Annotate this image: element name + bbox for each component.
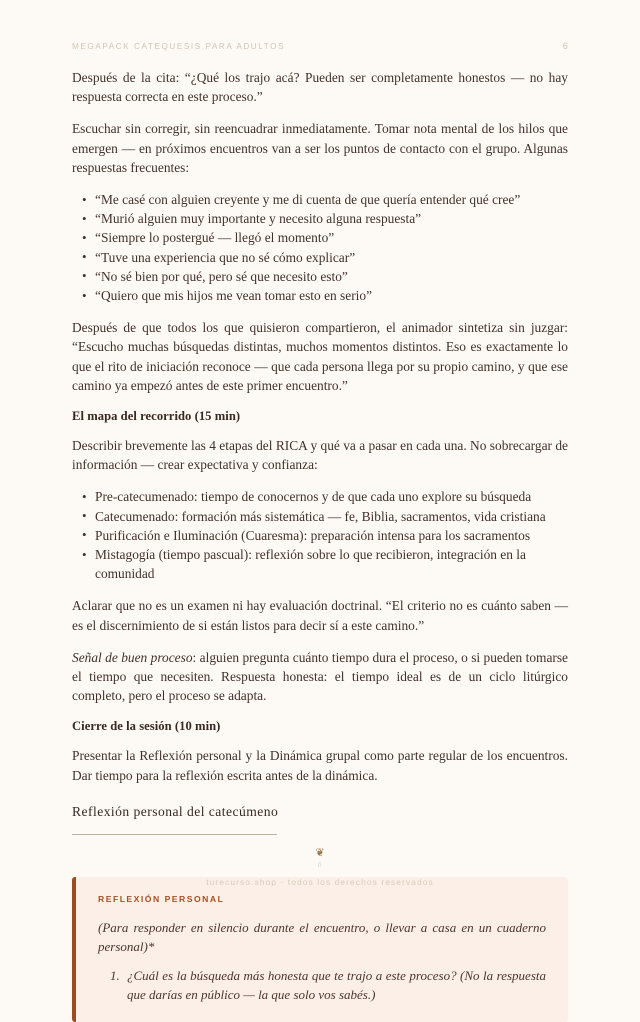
list-item: • Catecumenado: formación más sistemática — fe, Biblia, sacramentos, vida cristiana — [82, 507, 568, 526]
paragraph-senal-de-buen-proceso — [72, 648, 568, 706]
list-item: • Pre-catecumenado: tiempo de conocernos y de que cada uno explore su búsqueda — [82, 487, 568, 506]
callout-intro-text: (Para responder en silencio durante el encuentro, o llevar a casa en un cuaderno personal)* — [98, 919, 546, 954]
list-item: • “Tuve una experiencia que no sé cómo explicar” — [82, 248, 568, 267]
list-respuestas-frecuentes — [72, 190, 568, 305]
footer-credit-text: turecurso.shop · todos los derechos reservados — [206, 877, 434, 887]
running-header — [72, 0, 568, 59]
list-item: • “Me casé con alguien creyente y me di cuenta de que quería entender qué cree” — [82, 190, 568, 209]
list-item: • “Murió alguien muy importante y necesito alguna respuesta” — [82, 209, 568, 228]
paragraph-describir-etapas: Describir brevemente las 4 etapas del RICA y qué va a pasar en cada una. No sobrecargar de información — crear expectativa y confianza: — [72, 438, 568, 473]
callout-reflexion-personal — [72, 877, 568, 1022]
paragraph-cita: Después de la cita: “¿Qué los trajo acá? Pueden ser completamente honestos — no hay respuesta correcta en este proceso.” — [72, 70, 568, 105]
writing-line-rule — [72, 834, 277, 835]
callout-question-list — [98, 966, 546, 1004]
writing-prompt-title: Reflexión personal del catecúmeno — [72, 803, 279, 819]
subheading-cierre-de-la-sesion: Cierre de la sesión (10 min) — [72, 719, 221, 734]
list-item: • Purificación e Iluminación (Cuaresma): preparación intensa para los sacramentos — [82, 526, 568, 545]
running-header-page-number: 6 — [562, 41, 568, 51]
subheading-mapa-del-recorrido: El mapa del recorrido (15 min) — [72, 409, 241, 424]
senal-rest-text: : alguien pregunta cuánto tiempo dura el proceso, o si pueden tomarse el tiempo que necesiten. Respuesta honesta: el tiempo ideal es de un ciclo litúrgico completo, pero el proceso se adapta. — [72, 649, 569, 704]
callout-label: REFLEXIÓN PERSONAL — [98, 893, 225, 904]
list-item: 1. ¿Cuál es la búsqueda más honesta que te trajo a este proceso? (No la respuesta que darías en público — la que solo vos sabés.) — [123, 966, 546, 1004]
list-item: • Mistagogía (tiempo pascual): reflexión sobre lo que recibieron, integración en la comunidad — [82, 545, 568, 583]
paragraph-escuchar: Escuchar sin corregir, sin reencuadrar inmediatamente. Tomar nota mental de los hilos que emergen — en próximos encuentros van a ser los puntos de contacto con el grupo. Algunas respuestas frecuentes: — [72, 121, 568, 175]
footer-folio-number: 6 — [317, 862, 323, 869]
list-item: • “Quiero que mis hijos me vean tomar esto en serio” — [82, 286, 568, 305]
page-footer — [0, 862, 640, 887]
paragraph-sintesis: Después de que todos los que quisieron compartieron, el animador sintetiza sin juzgar: “Escucho muchas búsquedas distintas, muchos momentos distintos. Eso es exactamente lo que el rito de iniciación reconoce — que cada persona llega por su propio camino, y que ese camino ya empezó antes de este primer encuentro.” — [72, 320, 568, 393]
paragraph-presentar: Presentar la Reflexión personal y la Dinámica grupal como parte regular de los encuentros. Dar tiempo para la reflexión escrita antes de la dinámica. — [72, 748, 568, 783]
paragraph-aclarar: Aclarar que no es un examen ni hay evaluación doctrinal. “El criterio no es cuánto saben — es el discernimiento de si están listos para decir sí a este camino.” — [72, 598, 568, 633]
running-header-title: MEGAPACK CATEQUESIS PARA ADULTOS — [72, 42, 286, 51]
senal-lead-label: Señal de buen proceso — [72, 649, 193, 665]
list-etapas-rica — [72, 487, 568, 583]
list-item: • “No sé bien por qué, pero sé que necesito esto” — [82, 267, 568, 286]
fleuron-ornament-icon: ❦ — [315, 846, 325, 859]
list-item: • “Siempre lo postergué — llegó el momento” — [82, 228, 568, 247]
